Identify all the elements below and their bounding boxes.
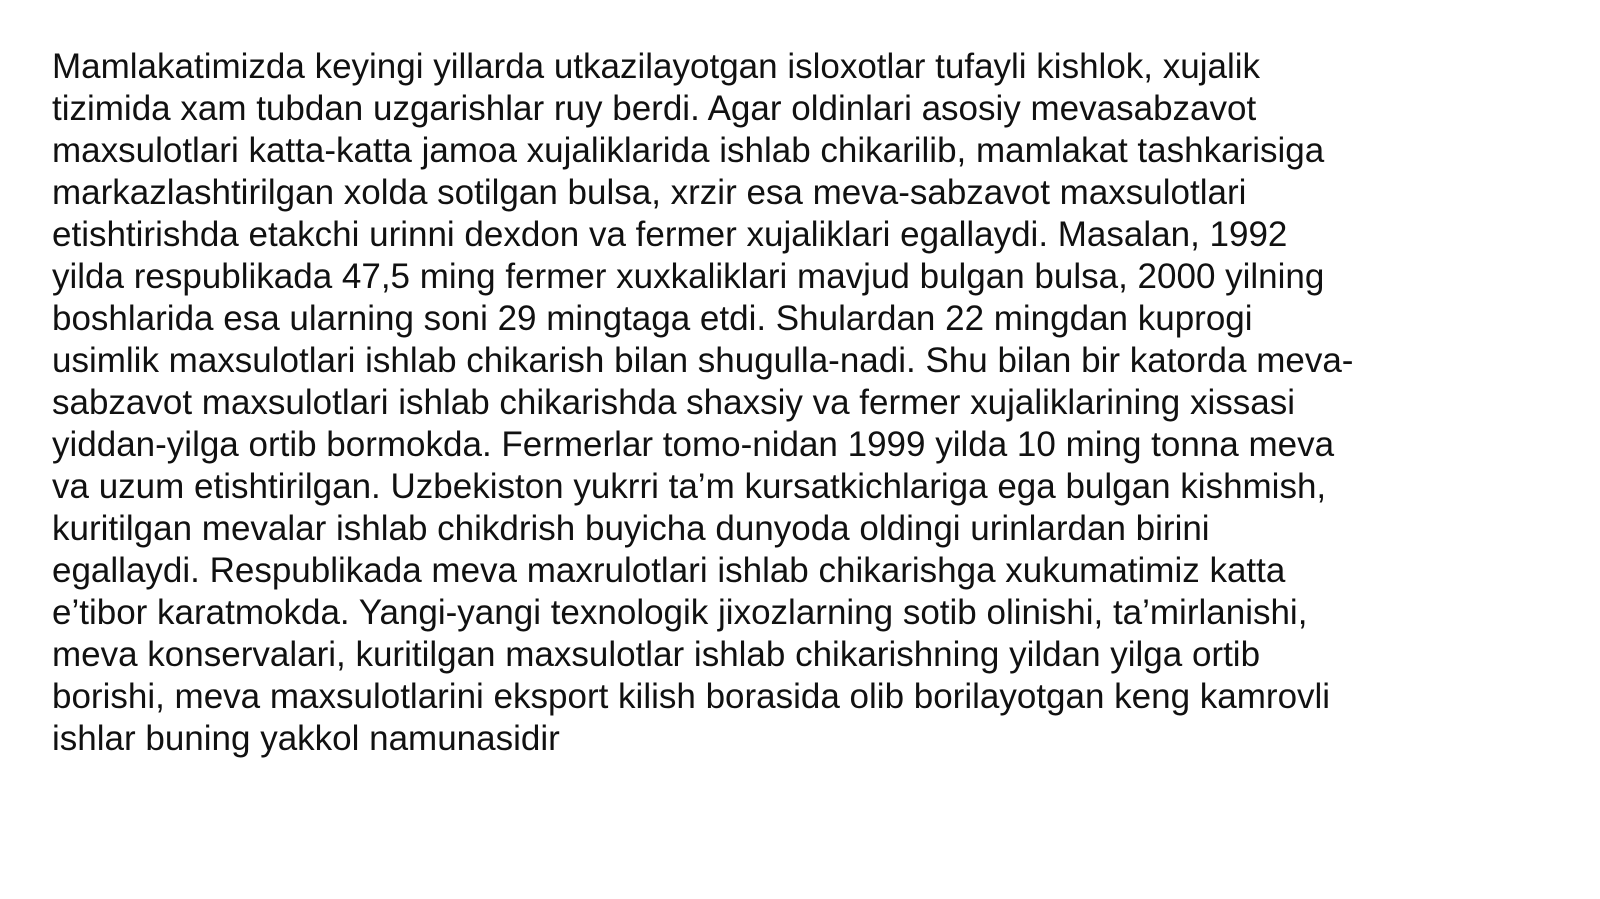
text-line: yiddan-yilga ortib bormokda. Fermerlar tomo-nidan 1999 yilda 10 ming tonna meva (52, 425, 1335, 464)
text-line: ishlar buning yakkol namunasidir (52, 719, 560, 758)
text-line: borishi, meva maxsulotlarini eksport kilish borasida olib borilayotgan keng kamrovli (52, 677, 1331, 716)
text-line: egallaydi. Respublikada meva maxrulotlari ishlab chikarishga xukumatimiz katta (52, 551, 1286, 590)
text-line: sabzavot maxsulotlari ishlab chikarishda shaxsiy va fermer xujaliklarining xissasi (52, 383, 1295, 422)
text-line: meva konservalari, kuritilgan maxsulotlar ishlab chikarishning yildan yilga ortib (52, 635, 1261, 674)
text-line: kuritilgan mevalar ishlab chikdrish buyicha dunyoda oldingi urinlardan birini (52, 509, 1210, 548)
text-line: e’tibor karatmokda. Yangi-yangi texnologik jixozlarning sotib olinishi, ta’mirlanishi, (52, 593, 1308, 632)
text-line: markazlashtirilgan xolda sotilgan bulsa, xrzir esa meva-sabzavot maxsulotlari (52, 173, 1247, 212)
text-line: boshlarida esa ularning soni 29 mingtaga etdi. Shulardan 22 mingdan kuprogi (52, 299, 1253, 338)
text-line: va uzum etishtirilgan. Uzbekiston yukrri ta’m kursatkichlariga ega bulgan kishmish, (52, 467, 1327, 506)
body-paragraph (52, 46, 1582, 760)
text-line: tizimida xam tubdan uzgarishlar ruy berdi. Agar oldinlari asosiy mevasabzavot (52, 89, 1257, 128)
text-line: Mamlakatimizda keyingi yillarda utkazilayotgan isloxotlar tufayli kishlok, xujalik (52, 47, 1260, 86)
text-line: usimlik maxsulotlari ishlab chikarish bilan shugulla-nadi. Shu bilan bir katorda meva- (52, 341, 1354, 380)
text-line: etishtirishda etakchi urinni dexdon va fermer xujaliklari egallaydi. Masalan, 1992 (52, 215, 1288, 254)
text-line: yilda respublikada 47,5 ming fermer xuxkaliklari mavjud bulgan bulsa, 2000 yilning (52, 257, 1325, 296)
text-line: maxsulotlari katta-katta jamoa xujaliklarida ishlab chikarilib, mamlakat tashkarisiga (52, 131, 1325, 170)
